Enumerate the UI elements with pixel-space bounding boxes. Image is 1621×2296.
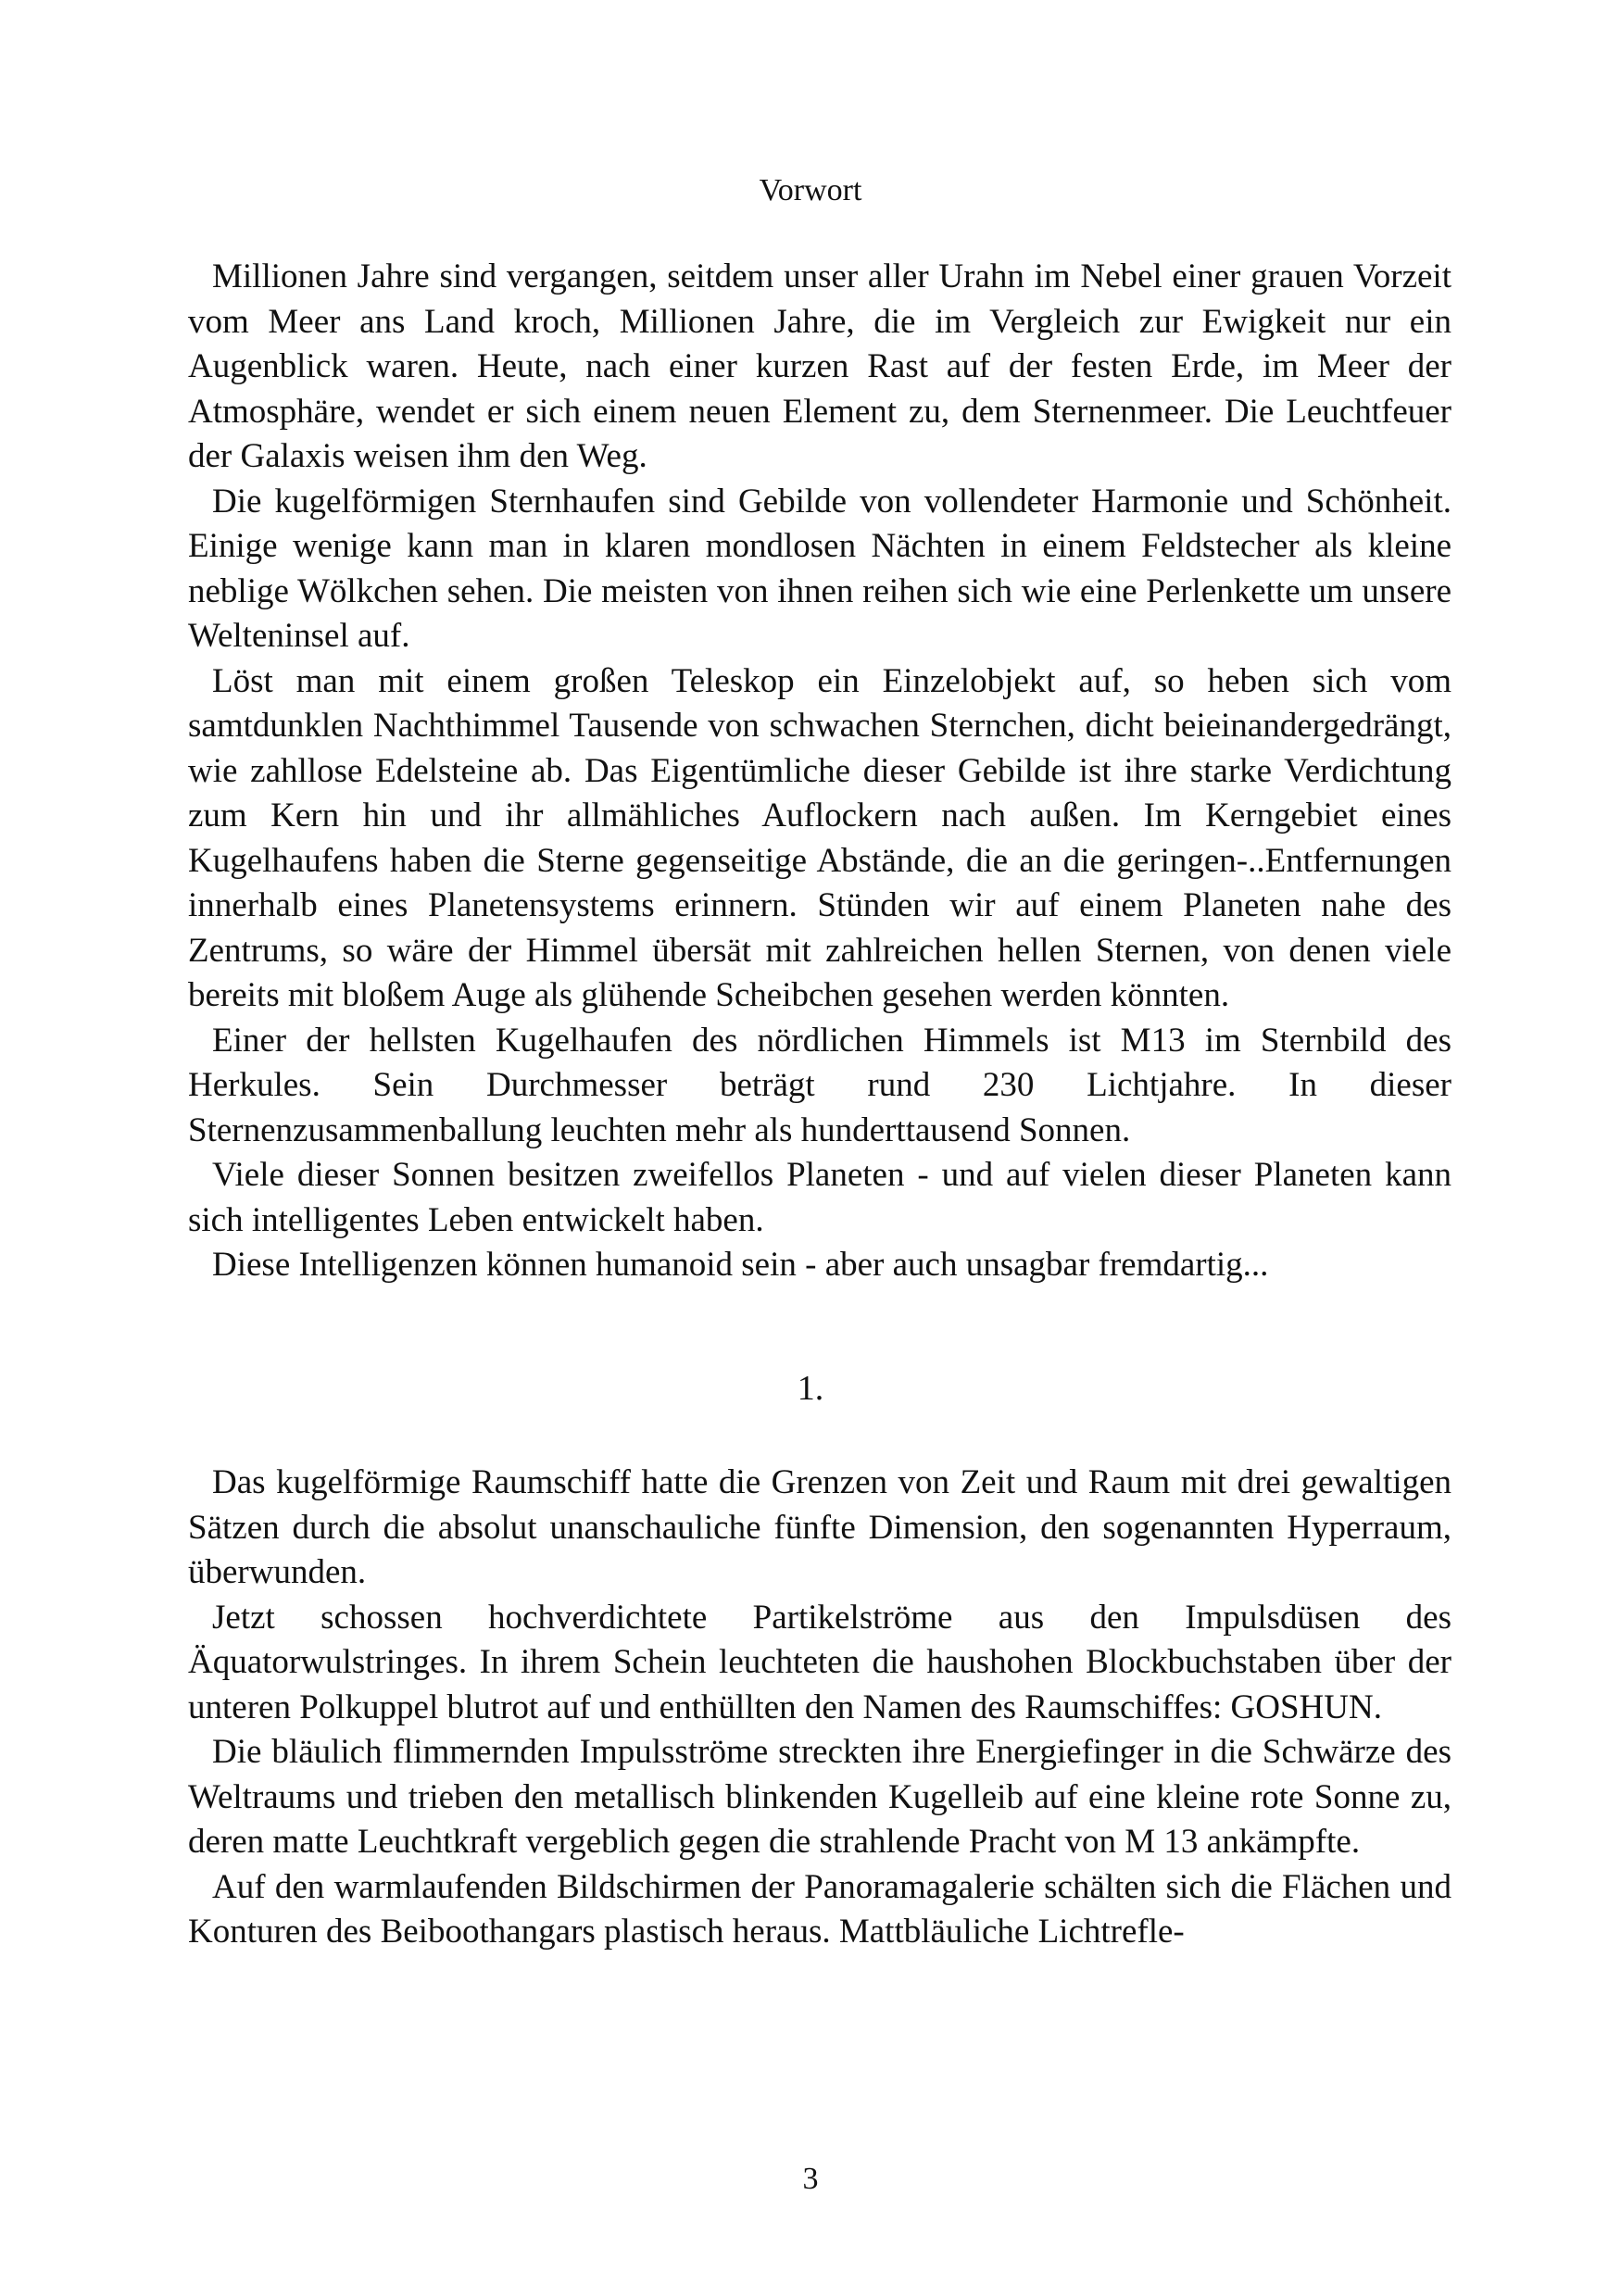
chapter-paragraph: Auf den warmlaufenden Bildschirmen der Panoramagalerie schälten sich die Flächen und Konturen des Beiboothangars plastisch heraus. Mattbläuliche Lichtrefle- — [188, 1867, 1451, 1951]
chapter-number: 1. — [797, 1369, 824, 1408]
chapter-paragraph: Jetzt schossen hochverdichtete Partikelströme aus den Impulsdüsen des Äquatorwulstringes. In ihrem Schein leuchteten die haushohen Blockbuchstaben über der unteren Polkuppel blutrot auf und enthüllten den Namen des Raumschiffes: GOSHUN. — [188, 1598, 1451, 1726]
preface-paragraph: Löst man mit einem großen Teleskop ein Einzelobjekt auf, so heben sich vom samtdunklen Nachthimmel Tausende von schwachen Sternchen, dicht beieinandergedrängt, wie zahllose Edelsteine ab. Das Eigentümliche dieser Gebilde ist ihre starke Verdichtung zum Kern hin und ihr allmähliches Auflockern nach außen. Im Kerngebiet eines Kugelhaufens haben die Sterne gegenseitige Abstände, die an die geringen-..Entfernungen innerhalb eines Planetensystems erinnern. Stünden wir auf einem Planeten nahe des Zentrums, so wäre der Himmel übersät mit zahlreichen hellen Sternen, von denen viele bereits mit bloßem Auge als glühende Scheibchen gesehen werden könnten. — [188, 661, 1451, 1014]
preface-paragraph: Millionen Jahre sind vergangen, seitdem unser aller Urahn im Nebel einer grauen Vorzeit vom Meer ans Land kroch, Millionen Jahre, die im Vergleich zur Ewigkeit nur ein Augenblick waren. Heute, nach einer kurzen Rast auf der festen Erde, im Meer der Atmosphäre, wendet er sich einem neuen Element zu, dem Sternenmeer. Die Leuchtfeuer der Galaxis weisen ihm den Weg. — [188, 257, 1451, 475]
chapter-text — [188, 1461, 1451, 1955]
preface-paragraph: Einer der hellsten Kugelhaufen des nördlichen Himmels ist M13 im Sternbild des Herkules. Sein Durchmesser beträgt rund 230 Lichtjahre. In dieser Sternenzusammenballung leuchten mehr als hunderttausend Sonnen. — [188, 1021, 1451, 1149]
chapter-paragraph: Das kugelförmige Raumschiff hatte die Grenzen von Zeit und Raum mit drei gewaltigen Sätzen durch die absolut unanschauliche fünfte Dimension, den sogenannten Hyperraum, überwunden. — [188, 1463, 1451, 1591]
page-number: 3 — [802, 2162, 819, 2196]
preface-paragraph: Die kugelförmigen Sternhaufen sind Gebilde von vollendeter Harmonie und Schönheit. Einige wenige kann man in klaren mondlosen Nächten in einem Feldstecher als kleine neblige Wölkchen sehen. Die meisten von ihnen reihen sich wie eine Perlenkette um unsere Welteninsel auf. — [188, 482, 1451, 655]
preface-paragraph: Diese Intelligenzen können humanoid sein - aber auch unsagbar fremdartig... — [212, 1246, 1269, 1284]
preface-heading: Vorwort — [759, 173, 862, 207]
preface-paragraph: Viele dieser Sonnen besitzen zweifellos Planeten - und auf vielen dieser Planeten kann sich intelligentes Leben entwickelt haben. — [188, 1156, 1451, 1239]
preface-text — [188, 255, 1451, 1288]
chapter-paragraph: Die bläulich flimmernden Impulsströme streckten ihre Energiefinger in die Schwärze des Weltraums und trieben den metallisch blinkenden Kugelleib auf eine kleine rote Sonne zu, deren matte Leuchtkraft vergeblich gegen die strahlende Pracht von M 13 ankämpfte. — [188, 1733, 1451, 1861]
